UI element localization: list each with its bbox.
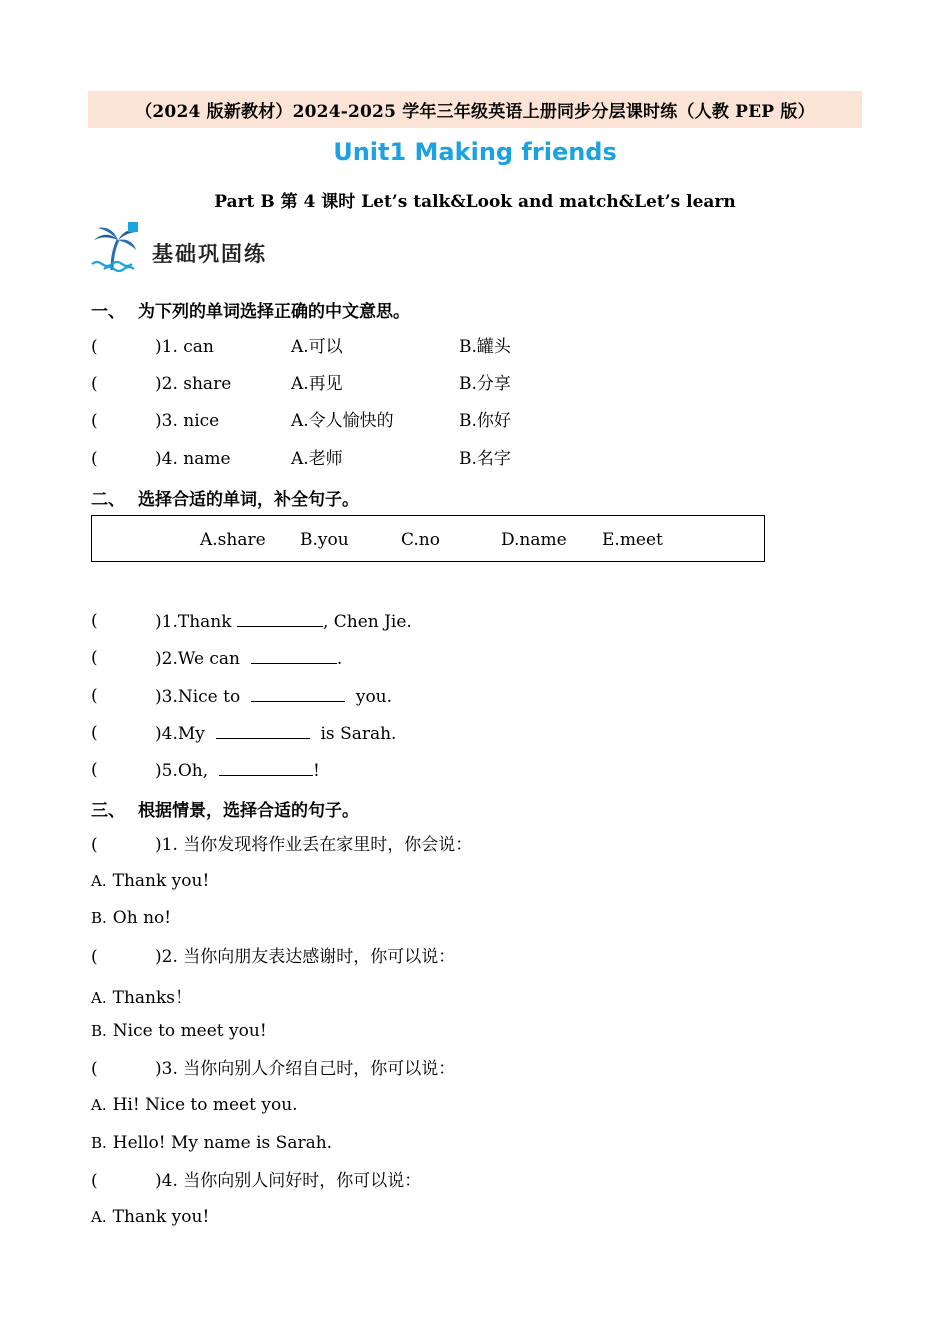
answer-paren: ( [91,611,98,631]
section-number: 三、 [91,801,125,821]
choice-letter: B. [91,1022,107,1040]
question-row [91,610,691,632]
choice-letter: B. [91,909,107,927]
choice-text: Hi! Nice to meet you. [112,1095,298,1115]
sentence-start: )5.Oh, [155,761,209,781]
document-banner: （2024 版新教材）2024-2025 学年三年级英语上册同步分层课时练（人教 PEP 版） [88,91,862,128]
option-b: B.分享 [459,374,511,394]
answer-blank[interactable] [251,685,345,702]
answer-paren: ( [91,723,98,743]
answer-paren: ( [91,411,98,431]
sentence-end: you. [355,687,393,707]
answer-paren: ( [91,835,98,855]
word-choice: D.name [501,530,567,550]
choice-text: Hello! My name is Sarah. [112,1133,333,1153]
question-text: )1. 当你发现将作业丢在家里时，你会说： [155,835,473,855]
answer-paren: ( [91,1171,98,1191]
word-choice: C.no [401,530,440,550]
choice-letter: A. [91,1096,107,1114]
answer-paren: ( [91,648,98,668]
choice-text: Oh no! [112,908,172,928]
choice-b [91,1133,332,1153]
sentence-end: ! [312,761,320,781]
choice-b [91,908,171,928]
option-b: B.你好 [459,411,511,431]
section2-heading [91,485,359,510]
question-sentence [155,610,412,633]
word-bank [91,515,765,562]
section-number: 一、 [91,302,125,322]
unit-title: Unit1 Making friends [333,138,617,166]
answer-blank[interactable] [251,647,337,664]
answer-paren: ( [91,374,98,394]
question-row [91,1058,691,1080]
answer-blank[interactable] [216,722,310,739]
sentence-start: )4.My [155,724,205,744]
section-title: 根据情景，选择合适的句子。 [138,801,359,821]
answer-paren: ( [91,449,98,469]
option-a: A.再见 [291,374,343,394]
question-row [91,1170,691,1192]
sentence-start: )2.We can [155,649,241,669]
section-tag: 基础巩固练 [152,242,267,266]
question-sentence [155,647,342,670]
answer-paren: ( [91,337,98,357]
section1-heading [91,297,410,322]
section-title: 选择合适的单词，补全句子。 [138,490,359,510]
answer-blank[interactable] [237,610,323,627]
word-choice: E.meet [602,530,663,550]
section-title: 为下列的单词选择正确的中文意思。 [138,302,410,322]
word-choice: A.share [200,530,266,550]
question-row [91,685,691,707]
sentence-start: )1.Thank [155,612,232,632]
question-sentence [155,722,396,745]
option-b: B.罐头 [459,337,511,357]
choice-a [91,1095,298,1115]
sentence-start: )3.Nice to [155,687,241,707]
part-title: Part B 第 4 课时 Let’s talk&Look and match&Let’s learn [214,192,736,212]
question-text: )3. 当你向别人介绍自己时，你可以说： [155,1059,456,1079]
question-text: )3. nice [155,411,220,431]
answer-blank[interactable] [219,759,313,776]
sentence-end: . [336,649,343,669]
question-sentence [155,759,320,782]
choice-a [91,871,209,891]
question-text: )4. 当你向别人问好时，你可以说： [155,1171,422,1191]
answer-paren: ( [91,947,98,967]
option-a: A.老师 [291,449,343,469]
option-a: A.可以 [291,337,343,357]
question-row [91,759,691,781]
choice-b [91,1021,267,1041]
answer-paren: ( [91,686,98,706]
section3-heading [91,796,359,821]
choice-text: Thank you! [112,871,210,891]
choice-letter: A. [91,1208,107,1226]
word-choice: B.you [300,530,349,550]
question-text: )4. name [155,449,231,469]
choice-text: Thanks！ [112,988,193,1008]
question-sentence [155,685,392,708]
choice-a [91,983,192,1008]
answer-paren: ( [91,1059,98,1079]
question-row [91,946,691,968]
choice-letter: B. [91,1134,107,1152]
question-text: )2. 当你向朋友表达感谢时，你可以说： [155,947,456,967]
choice-a [91,1207,209,1227]
question-row [91,448,691,470]
choice-text: Thank you! [112,1207,210,1227]
section-number: 二、 [91,490,125,510]
choice-letter: A. [91,872,107,890]
question-row [91,722,691,744]
question-row [91,336,691,358]
option-a: A.令人愉快的 [291,411,394,431]
question-text: )2. share [155,374,232,394]
sentence-end: is Sarah. [320,724,397,744]
question-text: )1. can [155,337,214,357]
palm-tree-icon [90,222,140,272]
question-row [91,834,691,856]
answer-paren: ( [91,760,98,780]
option-b: B.名字 [459,449,511,469]
choice-letter: A. [91,989,107,1007]
sentence-end: , Chen Jie. [322,612,412,632]
question-row [91,373,691,395]
choice-text: Nice to meet you! [112,1021,267,1041]
question-row [91,410,691,432]
question-row [91,647,691,669]
